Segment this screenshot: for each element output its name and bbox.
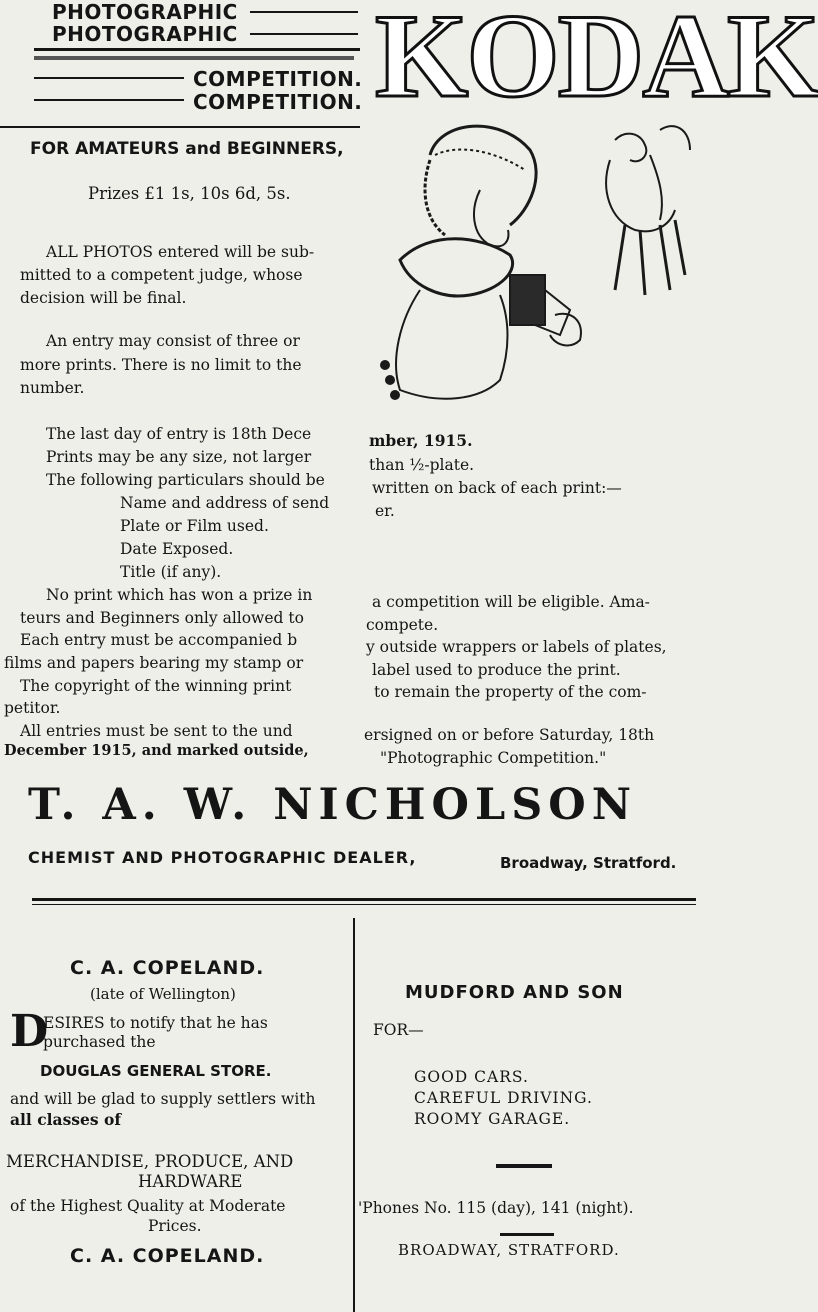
copeland-goods: MERCHANDISE, PRODUCE, AND: [6, 1152, 294, 1171]
copeland-goods: HARDWARE: [138, 1172, 243, 1191]
heading-rule: [250, 11, 358, 13]
nicholson-address: Broadway, Stratford.: [500, 854, 677, 872]
column-divider: [353, 918, 355, 1312]
copeland-quality: Prices.: [148, 1217, 202, 1235]
rule-left: petitor.: [4, 699, 61, 717]
rule-left: Name and address of send: [120, 494, 330, 512]
mudford-item: GOOD CARS.: [414, 1068, 529, 1086]
rule-left: Prints may be any size, not larger: [46, 448, 312, 466]
heading-rule: [34, 56, 354, 60]
heading-competition-2: COMPETITION.: [193, 90, 363, 114]
section-divider: [32, 904, 696, 905]
nicholson-name: T. A. W. NICHOLSON: [28, 780, 638, 830]
audience-line: FOR AMATEURS and BEGINNERS,: [30, 139, 344, 159]
rule-right: ersigned on or before Saturday, 18th: [364, 726, 655, 744]
rule-left: No print which has won a prize in: [46, 586, 313, 604]
mudford-item: ROOMY GARAGE.: [414, 1110, 571, 1128]
heading-photographic-1: PHOTOGRAPHIC: [52, 0, 238, 24]
drop-cap: D: [10, 1006, 49, 1057]
heading-rule: [34, 77, 184, 79]
heading-rule: [34, 48, 360, 51]
heading-rule: [250, 33, 358, 35]
rule-left: The last day of entry is 18th Dece: [46, 425, 312, 443]
section-divider: [32, 898, 696, 901]
rule-right: than ½-plate.: [369, 456, 475, 474]
rule-right: written on back of each print:—: [372, 479, 622, 497]
mudford-rule: [496, 1164, 552, 1168]
copeland-quality: of the Highest Quality at Moderate: [10, 1197, 286, 1215]
kodak-girl-illustration: [360, 60, 700, 420]
para-line: decision will be final.: [20, 289, 187, 307]
rule-left: Title (if any).: [120, 563, 222, 581]
copeland-desires: purchased the: [43, 1033, 156, 1051]
para-line: An entry may consist of three or: [46, 332, 300, 350]
rule-left: films and papers bearing my stamp or: [4, 654, 304, 672]
copeland-glad: and will be glad to supply settlers with: [10, 1090, 316, 1108]
rule-right: mber, 1915.: [369, 431, 473, 450]
mudford-item: CAREFUL DRIVING.: [414, 1089, 593, 1107]
mudford-rule: [500, 1233, 554, 1236]
para-line: more prints. There is no limit to the: [20, 356, 302, 374]
rule-left: teurs and Beginners only allowed to: [20, 609, 304, 627]
mudford-for: FOR—: [373, 1021, 424, 1039]
para-line: mitted to a competent judge, whose: [20, 266, 303, 284]
para-line: ALL PHOTOS entered will be sub-: [46, 243, 315, 261]
copeland-glad: all classes of: [10, 1110, 122, 1129]
rule-right: to remain the property of the com-: [374, 683, 647, 701]
copeland-store: DOUGLAS GENERAL STORE.: [40, 1062, 272, 1080]
mudford-name: MUDFORD AND SON: [405, 982, 624, 1003]
kodak-logo: KODAK: [375, 0, 818, 122]
copeland-late: (late of Wellington): [90, 985, 236, 1003]
copeland-name-bottom: C. A. COPELAND.: [70, 1245, 265, 1267]
nicholson-trade: CHEMIST AND PHOTOGRAPHIC DEALER,: [28, 848, 417, 867]
para-line: number.: [20, 379, 85, 397]
rule-right: compete.: [366, 616, 439, 634]
heading-photographic-2: PHOTOGRAPHIC: [52, 22, 238, 46]
rule-left: The following particulars should be: [46, 471, 325, 489]
heading-rule: [34, 99, 184, 101]
rule-left: All entries must be sent to the und: [20, 722, 293, 740]
mudford-phones: 'Phones No. 115 (day), 141 (night).: [358, 1199, 634, 1217]
prizes-line: Prizes £1 1s, 10s 6d, 5s.: [88, 184, 291, 203]
rule-right: y outside wrappers or labels of plates,: [366, 638, 667, 656]
mudford-address: BROADWAY, STRATFORD.: [398, 1241, 620, 1259]
rule-left: The copyright of the winning print: [20, 677, 292, 695]
rule-right: label used to produce the print.: [372, 661, 621, 679]
heading-competition-1: COMPETITION.: [193, 67, 363, 91]
heading-rule: [0, 126, 360, 128]
copeland-desires: ESIRES to notify that he has: [43, 1014, 268, 1032]
rule-left: Plate or Film used.: [120, 517, 269, 535]
rule-left: Each entry must be accompanied b: [20, 631, 298, 649]
rule-left: December 1915, and marked outside,: [4, 742, 309, 759]
rule-right: "Photographic Competition.": [380, 749, 607, 767]
rule-right: a competition will be eligible. Ama-: [372, 593, 650, 611]
copeland-name-top: C. A. COPELAND.: [70, 957, 265, 979]
rule-right: er.: [375, 502, 395, 520]
rule-left: Date Exposed.: [120, 540, 234, 558]
